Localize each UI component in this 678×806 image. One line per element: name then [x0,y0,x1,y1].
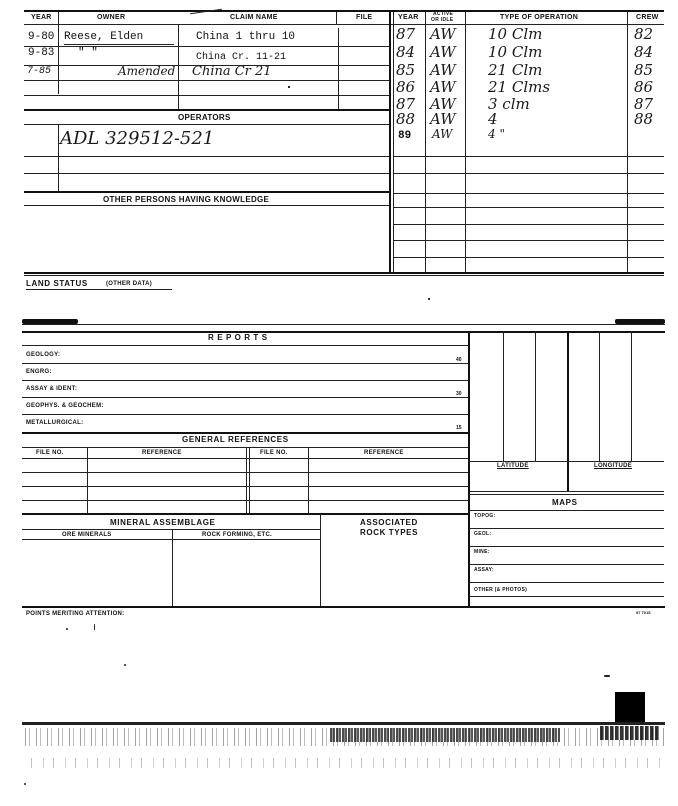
header-file: FILE [356,14,373,21]
longitude-label: LONGITUDE [594,463,633,469]
rock-types-label: ROCK TYPES [360,528,419,537]
owner-row-1-owner: Reese, Elden [64,31,144,43]
scan-block-mark [615,692,645,722]
owner-row-3-year: 7-85 [27,66,52,77]
activity-row-4-status: AW [430,78,456,96]
report-engrg: ENGRG: [26,369,52,375]
header-active: ACTIVE [433,11,454,17]
land-status-title: LAND STATUS [26,279,88,288]
maps-topog: TOPOG: [474,513,496,519]
activity-row-2-status: AW [430,43,456,61]
activity-row-6-crew: 88 [634,110,654,128]
maps-title: MAPS [552,498,578,507]
maps-assay: ASSAY: [474,567,494,573]
activity-row-1-status: AW [430,25,456,43]
activity-row-4-year: 86 [396,78,416,96]
other-persons-title: OTHER PERSONS HAVING KNOWLEDGE [103,195,270,204]
activity-row-4-operation: 21 Clms [488,78,551,96]
report-metallurgical-num: 15 [456,425,462,431]
activity-row-2-year: 84 [396,43,416,61]
reports-title: R E P O R T S [208,333,268,342]
activity-row-5-operation: 3 clm [488,95,530,113]
activity-row-1-operation: 10 Clm [488,25,543,43]
ore-minerals-label: ORE MINERALS [62,532,112,538]
activity-row-6-operation: 4 [488,110,498,128]
activity-row-1-year: 87 [396,25,416,43]
ref-file-no-1: FILE NO. [36,450,64,456]
land-status-subtitle: (OTHER DATA) [106,281,153,287]
owner-row-3-claim: China Cr 21 [192,64,272,79]
report-assay: ASSAY & IDENT: [26,386,78,392]
owner-row-1-claim: China 1 thru 10 [196,31,296,43]
maps-other: OTHER (& PHOTOS) [474,587,528,593]
general-references-title: GENERAL REFERENCES [182,435,289,444]
report-geophys: GEOPHYS. & GEOCHEM: [26,403,104,409]
operators-entry: ADL 329512-521 [60,128,215,149]
activity-row-1-crew: 82 [634,25,654,43]
activity-row-3-operation: 21 Clm [488,61,543,79]
activity-row-7-year: 89 [398,130,412,142]
activity-row-2-operation: 10 Clm [488,43,543,61]
activity-row-7-operation: 4 " [488,127,505,141]
report-geology: GEOLOGY: [26,352,61,358]
owner-row-1-year: 9-80 [28,31,55,43]
report-geology-num: 40 [456,357,462,363]
ref-file-no-2: FILE NO. [260,450,288,456]
associated-label: ASSOCIATED [360,518,418,527]
points-meriting-title: POINTS MERITING ATTENTION: [26,611,125,617]
mineral-assemblage-title: MINERAL ASSEMBLAGE [110,518,216,527]
owner-row-3-owner: Amended [118,64,176,78]
header-crew: CREW [636,14,659,21]
activity-row-6-status: AW [430,110,456,128]
activity-row-7-status: AW [432,127,453,141]
activity-row-5-status: AW [430,95,456,113]
activity-row-6-year: 88 [396,110,416,128]
report-assay-num: 30 [456,391,462,397]
rock-forming-label: ROCK FORMING, ETC. [202,532,273,538]
report-metallurgical: METALLURGICAL: [26,420,84,426]
form-code: 97 7015 [636,610,651,615]
activity-row-5-year: 87 [396,95,416,113]
header-or-idle: OR IDLE [431,17,454,23]
ref-reference-1: REFERENCE [142,450,182,456]
header-year: YEAR [31,14,52,21]
activity-row-5-crew: 87 [634,95,654,113]
owner-row-2-year: 9-83 [28,47,55,59]
latitude-label: LATITUDE [497,463,529,469]
operators-title: OPERATORS [178,113,231,122]
header-type-of-operation: TYPE OF OPERATION [500,14,579,21]
activity-row-3-status: AW [430,61,456,79]
header-owner: OWNER [97,14,126,21]
activity-row-3-year: 85 [396,61,416,79]
activity-row-4-crew: 86 [634,78,654,96]
maps-geol: GEOL: [474,531,492,537]
ref-reference-2: REFERENCE [364,450,404,456]
header-claim-name: CLAIM NAME [230,14,278,21]
owner-row-2-claim: China Cr. 11-21 [196,52,287,63]
owner-row-2-owner: " " [78,47,98,59]
activity-row-3-crew: 85 [634,61,654,79]
header-year-2: YEAR [398,14,419,21]
activity-row-2-crew: 84 [634,43,654,61]
maps-mine: MINE: [474,549,490,555]
